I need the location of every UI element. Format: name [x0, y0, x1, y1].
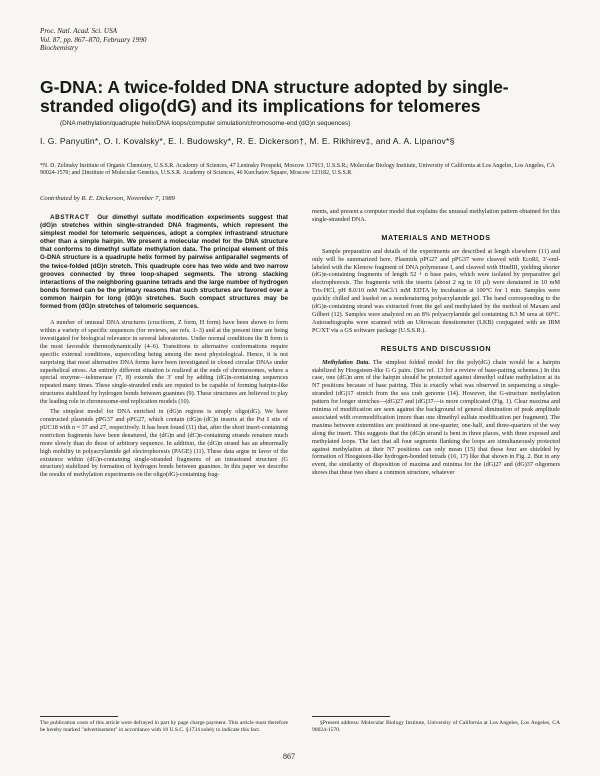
running-head	[40, 27, 146, 53]
results-heading: RESULTS AND DISCUSSION	[380, 343, 492, 353]
right-column	[312, 208, 560, 477]
volume-info: Vol. 87, pp. 867–870, February 1990	[40, 35, 147, 44]
page-number: 867	[283, 752, 295, 761]
results-text: The simplest folded model for the poly(dG) chain would be a hairpin stabilized by Hoogsteen-like G·G pairs. (See ref. 13 for a review of base-pairing schemes.) In this case, one (dG)n arm of the hairpin should be protected against dimethyl sulfate methylation at its N7 positions because of base pairing. This is exactly what was observed in sequencing a single-stranded (dG)17 stretch from the sea crab genome (14). However, the G-structure methylation pattern for longer stretches—(dG)27 and (dG)37—is more complicated (Fig. 1). Clear maxima and minima of modification are seen against the background of general diminution of peak amplitude associated with overmodification (more than one dimethyl sulfate modification per fragment). The maxima between extremities are positioned at one-quarter, one-half, and three-quarters of the way along the insert. This suggests that the (dG)n strand is bent in three places, with three exposed and methylated loops. The fact that all four segments flanking the loops are simultaneously protected against methylation at their N7 positions can only mean (15) that these four are shielded by formation of Hoogsteen-like hydrogen-bonded tetrads (16, 17) like that shown in Fig. 2. But in any event, the similarity of disposition of maxima and minima for the (dG)27 and (dG)37 oligomers shows that these two share a common structure, whatever	[312, 358, 560, 477]
journal-name: Proc. Natl. Acad. Sci. USA	[40, 27, 118, 35]
footnote-rule-right	[312, 716, 390, 717]
author-list: I. G. Panyutin*, O. I. Kovalsky*, E. I. Budowsky*, R. E. Dickerson†, M. E. Rikhirev‡, and A. A. Lipanov*§	[40, 136, 455, 146]
article-title: G-DNA: A twice-folded DNA structure adopted by single-stranded oligo(dG) and its implications for telomeres	[40, 77, 509, 116]
keywords: (DNA methylation/quadruple helix/DNA loops/computer simulation/chromosome-end (dG)n sequences)	[60, 120, 351, 127]
abstract	[40, 214, 288, 311]
abstract-label: ABSTRACT	[50, 214, 90, 221]
intro-paragraph-2: The simplest model for DNA enriched in (dG)n regions is simply oligo(dG). We have constructed plasmids pPG37 and pPG27, which contain (dG)n·(dC)n inserts at the Pst I site of pUC18 with n = 37 and 27, respectively. It has been found (11) that, after the short insert-containing restriction fragments have been denatured, the (dG)n and (dC)n-containing strands renature much more slowly than do those of arbitrary sequence. In addition, the (dG)n strand has an abnormally high mobility in polyacrylamide gel electrophoresis (PAGE) (11). These data argue in favor of the existence within (dG)n-containing single-stranded fragments of an intrastrand structure (G structure) stabilized by formation of hydrogen bonds between guanines. In this paper we describe the results of methylation experiments on the oligo(dG)-containing frag-	[40, 408, 288, 479]
publication-cost-note: The publication costs of this article were defrayed in part by page charge payment. This article must therefore be hereby marked "advertisement" in accordance with 18 U.S.C. §1734 solely to indicate this fact.	[40, 720, 288, 733]
present-address-note: §Present address: Molecular Biology Institute, University of California at Los Angeles, Los Angeles, CA 90024-1570.	[312, 720, 560, 733]
intro-continuation: ments, and present a computer model that explains the unusual methylation pattern obtained for this single-stranded DNA.	[312, 208, 560, 223]
results-paragraph	[312, 359, 560, 478]
contributed-by: Contributed by R. E. Dickerson, November 7, 1989	[40, 195, 175, 202]
footnote-right	[312, 710, 560, 734]
results-run-in: Methylation Data.	[322, 358, 370, 366]
abstract-text: Our dimethyl sulfate modification experiments suggest that (dG)n stretches within single-stranded DNA fragments, which represent the simplest model for telomeric sequences, adopt a complex infrastrand structure other than a simple hairpin. We present a molecular model for the DNA structure that conforms to dimethyl sulfate methylation data. The principal element of this G-DNA structure is a quadruple helix formed by pairwise antiparallel segments of the twice-folded (dG)n stretch. This quadruple core has two wide and two narrow grooves connected by three loop-shaped segments. The strong stacking interactions of the neighboring guanine tetrads and the large number of hydrogen bonds formed can be the primary reasons that such structures are favored over a common hairpin for long (dG)n stretches. Such compact structures may be formed from (dG)n stretches of telomeric sequences.	[40, 214, 289, 311]
footnote-left	[40, 710, 288, 734]
intro-paragraph-1: A number of unusual DNA structures (cruciform, Z form, H form) have been shown to form within a variety of specific sequences (for reviews, see refs. 1–3) and at the present time are being investigated for biological relevance in several laboratories. Under normal conditions the B form is the most favorable thermodynamically (4–6). Transitions to alternative conformations require specific external conditions, supercoiling being among the most physiological. Hence, it is not surprising that most alternative DNA forms have been investigated in closed circular DNAs under superhelical stress. An entirely different situation is realized at the ends of chromosomes, where a special enzyme—telomerase (7, 8) extends the 3′ end by adding (dG)n-containing sequences repeated many times. These single-stranded ends are reputed to be capable of forming hairpin-like structures stabilized by hydrogen bonds between guanines (9). These structures are believed to play the leading role in chromosome-end replication models (10).	[40, 319, 288, 406]
affiliations: *N. D. Zelinsky Institute of Organic Chemistry, U.S.S.R. Academy of Sciences, 47 Leninsky Prospekt, Moscow 117913, U.S.S.R.; Molecular Biology Institute, University of California at Los Angeles, Los Angeles, CA 90024-1570; and ‡Institute of Molecular Genetics, U.S.S.R. Academy of Sciences, 46 Kurchatov Square, Moscow 123182, U.S.S.R.	[40, 163, 555, 177]
methods-heading: MATERIALS AND METHODS	[381, 232, 491, 242]
methods-text: Sample preparation and details of the experiments are described at length elsewhere (11) and only will be summarized here. Plasmids pPG27 and pPG37 were cleaved with EcoRI, 3′-end-labeled with the Klenow fragment of DNA polymerase I, and cleaved with HindIII, yielding shorter (dG)n-containing fragments of length 52 + n base pairs, which were isolated by preparative gel electrophoresis. The fragments with the inserts (about 2 ng in 10 µl) were denatured in 10 mM Tris·HCl, pH 8.0/10 mM NaCl/1 mM EDTA by incubation at 100°C for 1 min. Samples were quickly chilled and loaded on a nondenaturing polyacrylamide gel. The band corresponding to the (dG)n-containing strand was extracted from the gel and methylated by the method of Maxam and Gilbert (12). Samples were analyzed on an 8% polyacrylamide gel containing 8.3 M urea at 60°C. Autoradiographs were scanned with an Ultroscan densitometer (LKB) conjugated with an IBM PC/XT via a GS software package (U.S.S.R.).	[312, 247, 560, 334]
footnote-rule	[40, 716, 118, 717]
left-column	[40, 214, 288, 479]
section-name: Biochemistry	[40, 44, 78, 53]
